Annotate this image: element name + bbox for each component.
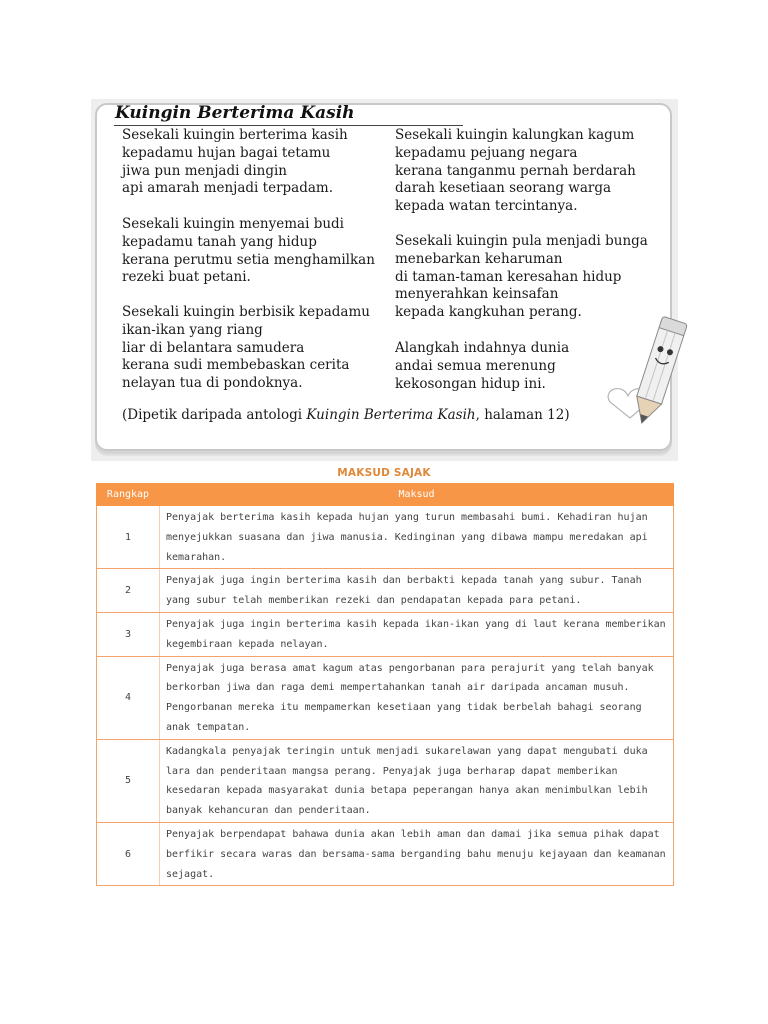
poem-line: Sesekali kuingin menyemai budi [122, 216, 344, 232]
maksud-table [96, 483, 674, 886]
rangkap-cell: 6 [97, 822, 160, 885]
right-stanza-3 [395, 340, 569, 393]
poem-line: kerana perutmu setia menghamilkan [122, 251, 375, 268]
poem-line: Sesekali kuingin kalungkan kagum [395, 127, 635, 143]
source-title: Kuingin Berterima Kasih [306, 407, 476, 423]
pencil-mascot-icon [600, 310, 690, 435]
right-stanza-1 [395, 127, 636, 216]
header-rangkap: Rangkap [97, 484, 160, 506]
poem-line: rezeki buat petani. [122, 269, 251, 286]
title-underline [114, 125, 463, 126]
maksud-cell: Penyajak berterima kasih kepada hujan yang turun membasahi bumi. Kehadiran hujan menyejukkan suasana dan jiwa manusia. Kedinginan yang dibawa mampu meredakan api kemarahan. [160, 506, 674, 569]
maksud-cell: Penyajak juga ingin berterima kasih kepada ikan-ikan yang di laut kerana memberikan kegembiraan kepada nelayan. [160, 612, 674, 656]
poem-line: kepadamu hujan bagai tetamu [122, 144, 331, 161]
source-suffix: , halaman 12) [475, 407, 570, 423]
poem-line: kepadamu pejuang negara [395, 144, 578, 161]
poem-line: kepada watan tercintanya. [395, 198, 578, 215]
poem-line: kepadamu tanah yang hidup [122, 233, 317, 250]
poem-line: Sesekali kuingin berbisik kepadamu [122, 304, 370, 320]
left-stanza-3 [122, 304, 370, 393]
table-row [97, 656, 674, 739]
table-title: MAKSUD SAJAK [337, 467, 431, 479]
table-row [97, 739, 674, 822]
rangkap-cell: 2 [97, 569, 160, 613]
maksud-cell: Penyajak juga ingin berterima kasih dan berbakti kepada tanah yang subur. Tanah yang subur telah memberikan rezeki dan pendapatan kepada para petani. [160, 569, 674, 613]
poem-line: api amarah menjadi terpadam. [122, 180, 333, 197]
poem-line: nelayan tua di pondoknya. [122, 375, 303, 392]
table-header-row [97, 484, 674, 506]
poem-line: darah kesetiaan seorang warga [395, 180, 612, 197]
source-prefix: (Dipetik daripada antologi [122, 407, 307, 423]
left-stanza-1 [122, 127, 348, 198]
header-maksud: Maksud [160, 484, 674, 506]
maksud-cell: Penyajak juga berasa amat kagum atas pengorbanan para perajurit yang telah banyak berkorban jiwa dan raga demi mempertahankan tanah air daripada ancaman musuh. Pengorbanan mereka itu mempamerkan kesetiaan yang tidak berbelah bahagi seorang anak tempatan. [160, 656, 674, 739]
poem-line: menyerahkan keinsafan [395, 286, 559, 303]
poem-line: di taman-taman keresahan hidup [395, 268, 622, 285]
poem-line: menebarkan keharuman [395, 250, 563, 267]
poem-line: kekosongan hidup ini. [395, 375, 546, 392]
table-row [97, 822, 674, 885]
table-row [97, 506, 674, 569]
right-stanza-2 [395, 233, 648, 322]
poem-line: andai semua merenung [395, 357, 556, 374]
rangkap-cell: 4 [97, 656, 160, 739]
poem-source [122, 407, 570, 423]
table-row [97, 569, 674, 613]
table-row [97, 612, 674, 656]
maksud-cell: Kadangkala penyajak teringin untuk menjadi sukarelawan yang dapat mengubati duka lara dan penderitaan mangsa perang. Penyajak juga berharap dapat memberikan kesedaran kepada masyarakat dunia betapa peperangan hanya akan menimbulkan lebih banyak kehancuran dan penderitaan. [160, 739, 674, 822]
maksud-cell: Penyajak berpendapat bahawa dunia akan lebih aman dan damai jika semua pihak dapat berfikir secara waras dan bersama-sama berganding bahu menuju kejayaan dan keamanan sejagat. [160, 822, 674, 885]
poem-line: ikan-ikan yang riang [122, 321, 263, 338]
poem-line: Sesekali kuingin pula menjadi bunga [395, 233, 648, 249]
poem-title: Kuingin Berterima Kasih [115, 103, 355, 123]
left-stanza-2 [122, 216, 375, 287]
poem-line: Sesekali kuingin berterima kasih [122, 127, 348, 143]
poem-line: Alangkah indahnya dunia [395, 340, 570, 356]
poem-line: kerana sudi membebaskan cerita [122, 357, 350, 374]
poem-line: kerana tanganmu pernah berdarah [395, 162, 636, 179]
rangkap-cell: 3 [97, 612, 160, 656]
poem-line: kepada kangkuhan perang. [395, 304, 582, 321]
rangkap-cell: 1 [97, 506, 160, 569]
poem-line: jiwa pun menjadi dingin [122, 162, 287, 179]
rangkap-cell: 5 [97, 739, 160, 822]
poem-line: liar di belantara samudera [122, 339, 305, 356]
